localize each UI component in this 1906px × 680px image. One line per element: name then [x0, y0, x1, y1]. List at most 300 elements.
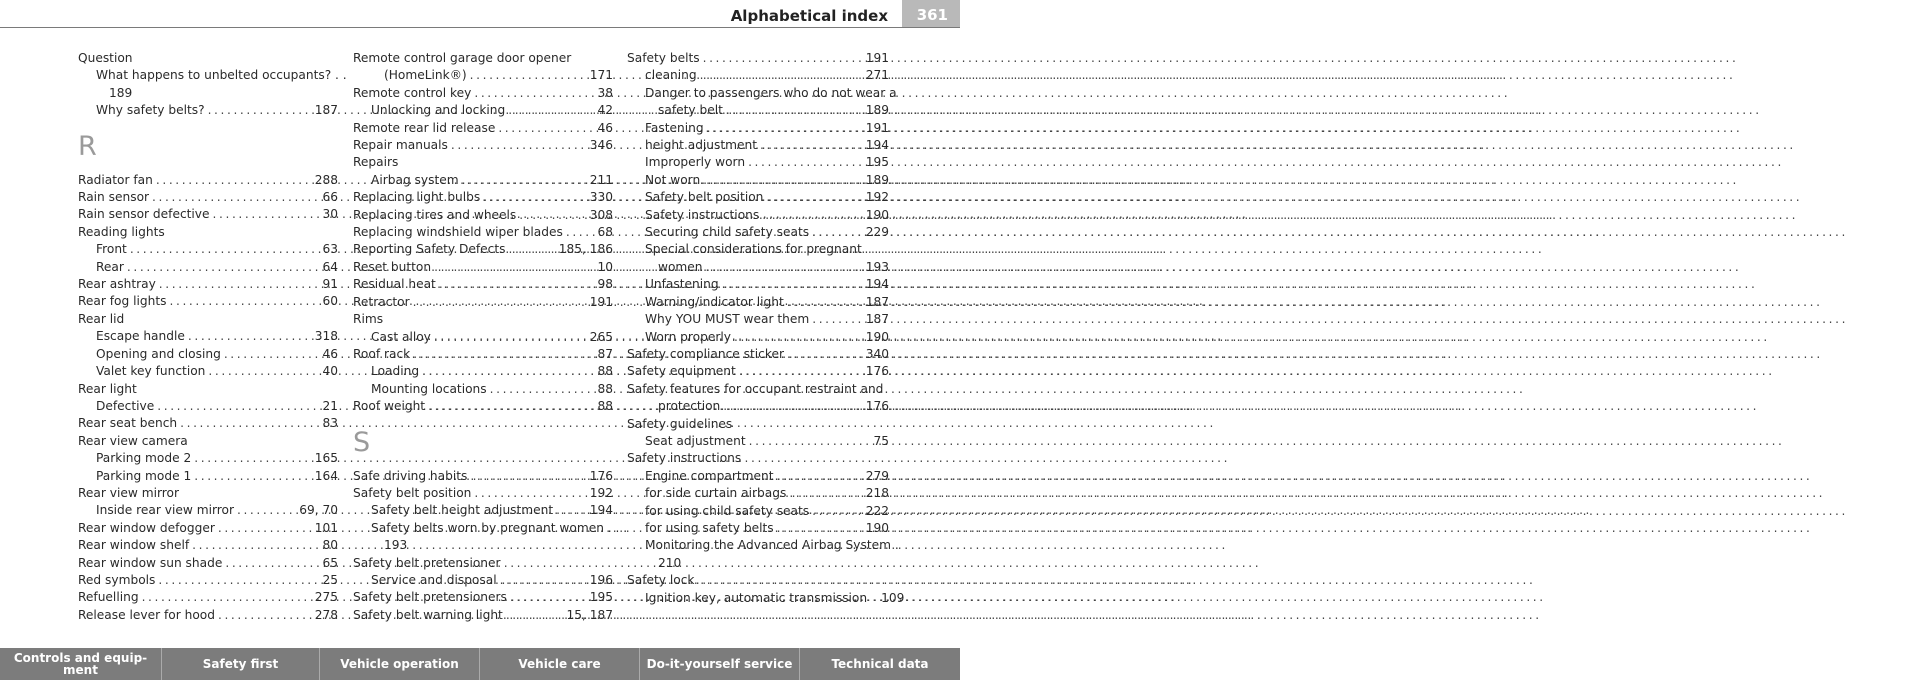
dot-leader: [474, 85, 594, 102]
index-subentry[interactable]: [627, 224, 889, 241]
index-subentry[interactable]: [353, 329, 613, 346]
index-subentry[interactable]: [627, 102, 889, 119]
page-ref[interactable]: 340: [865, 346, 889, 361]
tab-vehicle-operation[interactable]: Vehicle operation: [320, 648, 480, 680]
index-subentry[interactable]: [353, 102, 613, 119]
dot-leader: [707, 120, 863, 137]
page-header: [0, 0, 960, 30]
chapter-tab-bar: [0, 648, 960, 680]
page-ref[interactable]: 192: [865, 190, 889, 205]
entry-label: Unlocking and locking: [371, 103, 506, 118]
index-entry[interactable]: [78, 555, 338, 572]
entry-label: Red symbols: [78, 572, 156, 587]
index-subentry[interactable]: [627, 398, 889, 415]
page-ref[interactable]: 194: [589, 503, 613, 518]
index-entry[interactable]: [627, 50, 889, 67]
entry-label: Rear fog lights: [78, 294, 167, 309]
page-ref[interactable]: 46: [322, 346, 338, 361]
entry-label: Reporting Safety Defects: [353, 242, 506, 257]
dot-leader: [208, 363, 319, 380]
dot-leader: [556, 502, 587, 519]
tab-controls-and-equipment[interactable]: Controls and equip- ment: [0, 648, 162, 680]
page-ref[interactable]: 38: [597, 85, 613, 100]
index-entry[interactable]: [353, 189, 613, 206]
dot-leader: [188, 328, 312, 345]
index-entry[interactable]: [353, 468, 613, 485]
entry-label: Not worn: [645, 172, 701, 187]
dot-leader: [483, 189, 586, 206]
index-subentry[interactable]: [353, 381, 613, 398]
page-ref[interactable]: 191: [865, 120, 889, 135]
index-heading: Rims: [353, 312, 384, 327]
entry-label: Rear seat bench: [78, 416, 178, 431]
entry-label: for using child safety seats: [645, 503, 810, 518]
page-ref[interactable]: 191: [865, 51, 889, 65]
index-subentry[interactable]: [627, 137, 889, 154]
entry-label: Replacing tires and wheels: [353, 207, 517, 222]
page-ref[interactable]: 65: [322, 555, 338, 570]
dot-leader: [700, 67, 863, 84]
index-entry[interactable]: [353, 120, 613, 137]
dot-leader: [218, 520, 312, 537]
page-ref[interactable]: 60: [322, 294, 338, 309]
page-ref[interactable]: 25: [322, 572, 338, 587]
page-ref[interactable]: 195: [589, 590, 613, 605]
page-ref[interactable]: 64: [322, 259, 338, 274]
entry-label: Safety belt position: [645, 190, 764, 205]
index-entry[interactable]: [78, 293, 338, 310]
index-subentry[interactable]: [627, 207, 889, 224]
page-ref[interactable]: 308: [589, 207, 613, 222]
dot-leader: [194, 450, 311, 467]
page-ref[interactable]: 101: [314, 520, 338, 535]
page-ref[interactable]: 194: [865, 277, 889, 292]
index-entry[interactable]: [353, 589, 613, 606]
index-heading: Repairs: [353, 155, 399, 170]
dot-leader: [812, 311, 863, 328]
page-ref[interactable]: 187: [865, 312, 889, 327]
page-number: 361: [916, 6, 948, 24]
index-entry[interactable]: [353, 485, 613, 502]
index-subentry[interactable]: [627, 154, 889, 171]
entry-label: Rear window shelf: [78, 538, 190, 553]
entry-label: Improperly worn: [645, 155, 746, 170]
entry-label: Rain sensor: [78, 190, 150, 205]
entry-label: Cast alloy: [371, 329, 431, 344]
page-ref[interactable]: 318: [314, 329, 338, 344]
dot-leader: [506, 607, 564, 624]
page-ref[interactable]: 88: [597, 364, 613, 379]
index-subentry[interactable]: [78, 328, 338, 345]
dot-leader: [142, 589, 312, 606]
page-ref[interactable]: 218: [865, 486, 889, 501]
entry-label: for using safety belts: [645, 520, 774, 535]
section-letter: S: [353, 426, 371, 458]
entry-label: height adjustment: [645, 138, 758, 153]
index-subentry[interactable]: [627, 468, 889, 485]
index-subentry[interactable]: [78, 241, 338, 258]
dot-leader: [787, 346, 863, 363]
dot-leader: [726, 102, 863, 119]
entry-label: Service and disposal: [371, 572, 497, 587]
index-heading: Danger to passengers who do not wear a: [645, 85, 897, 100]
dot-leader: [490, 381, 595, 398]
page-ref[interactable]: 193: [865, 259, 889, 274]
entry-label: Reset button: [353, 259, 432, 274]
dot-leader: [519, 207, 586, 224]
index-subentry[interactable]: [78, 502, 338, 519]
page-ref[interactable]: 83: [322, 416, 338, 431]
index-entry[interactable]: [78, 537, 338, 554]
entry-label: Roof weight: [353, 399, 426, 414]
page-ref[interactable]: 330: [589, 190, 613, 205]
dot-leader: [706, 259, 863, 276]
dot-leader: [428, 398, 594, 415]
page-ref[interactable]: 271: [865, 68, 889, 83]
dot-leader: [439, 276, 595, 293]
dot-leader: [748, 154, 863, 171]
page-ref[interactable]: 176: [865, 364, 889, 379]
page-ref[interactable]: 15, 187: [566, 607, 613, 622]
index-subentry[interactable]: [627, 503, 889, 520]
entry-label: Safe driving habits: [353, 468, 468, 483]
index-column-2: [353, 50, 628, 624]
page-ref[interactable]: 189: [865, 172, 889, 187]
index-entry[interactable]: [353, 276, 613, 293]
dot-leader: [130, 241, 320, 258]
page-ref[interactable]: 279: [865, 468, 889, 483]
entry-label: Safety instructions: [645, 207, 760, 222]
dot-leader: [812, 224, 863, 241]
dot-leader: [224, 346, 320, 363]
entry-label: Defective: [96, 398, 155, 413]
index-entry[interactable]: [353, 241, 613, 258]
entry-label: Parking mode 2: [96, 451, 192, 466]
dot-leader: [760, 137, 863, 154]
dot-leader: [734, 329, 863, 346]
index-heading: Rear view mirror: [78, 485, 179, 500]
dot-leader: [508, 102, 594, 119]
dot-leader: [566, 224, 595, 241]
index-entry[interactable]: [627, 346, 889, 363]
page-ref[interactable]: 278: [314, 607, 338, 622]
page-ref[interactable]: 10: [597, 259, 613, 274]
page-ref[interactable]: 30: [322, 207, 338, 222]
index-subentry[interactable]: [78, 102, 338, 119]
index-entry[interactable]: [353, 398, 613, 415]
page-ref[interactable]: 211: [589, 172, 613, 187]
section-letter: R: [78, 130, 97, 162]
entry-label: Safety belt warning light: [353, 607, 503, 622]
entry-label: Airbag system: [371, 172, 459, 187]
entry-label: Rear: [96, 259, 124, 274]
index-subentry[interactable]: [627, 189, 889, 206]
index-subentry[interactable]: [353, 172, 613, 189]
dot-leader: [474, 485, 586, 502]
dot-leader: [510, 589, 587, 606]
dot-leader: [470, 67, 587, 84]
dot-leader: [451, 137, 587, 154]
index-subentry[interactable]: [78, 363, 338, 380]
dot-leader: [218, 607, 312, 624]
entry-label: Safety belt pretensioners: [353, 590, 507, 605]
page-ref[interactable]: 165: [314, 451, 338, 466]
index-subentry[interactable]: [78, 468, 338, 485]
page-ref[interactable]: 80: [322, 538, 338, 553]
entry-label: Worn properly: [645, 329, 731, 344]
dot-leader: [237, 502, 296, 519]
dot-leader: [462, 172, 587, 189]
page-ref[interactable]: 164: [314, 468, 338, 483]
dot-leader: [158, 572, 319, 589]
tab-technical-data[interactable]: Technical data: [831, 657, 929, 671]
page-ref[interactable]: 176: [865, 399, 889, 414]
index-subentry[interactable]: [627, 311, 889, 328]
dot-leader: [157, 398, 319, 415]
page-ref[interactable]: 191: [589, 294, 613, 309]
dot-leader: [159, 276, 320, 293]
index-entry[interactable]: [78, 607, 338, 624]
index-subentry[interactable]: [627, 590, 905, 607]
page-ref[interactable]: 265: [589, 329, 613, 344]
entry-label: Rear ashtray: [78, 277, 156, 292]
index-heading: Safety features for occupant restraint and: [627, 381, 884, 396]
index-subentry[interactable]: [353, 363, 613, 380]
entry-label: Remote rear lid release: [353, 120, 496, 135]
page-ref[interactable]: 109: [881, 590, 905, 605]
page-ref[interactable]: 176: [589, 468, 613, 483]
page-ref[interactable]: 69, 70: [299, 503, 338, 518]
index-entry[interactable]: [353, 85, 613, 102]
index-subentry[interactable]: [627, 276, 889, 293]
entry-label: Inside rear view mirror: [96, 503, 234, 518]
entry-label: Remote control key: [353, 85, 472, 100]
entry-label: Retractor: [353, 294, 410, 309]
index-entry[interactable]: [78, 189, 338, 206]
entry-label: Valet key function: [96, 364, 206, 379]
page-ref[interactable]: 66: [322, 190, 338, 205]
tab-safety-first[interactable]: Safety first: [162, 648, 320, 680]
entry-label: Safety compliance sticker: [627, 346, 785, 361]
entry-label: Safety belt position: [353, 485, 472, 500]
entry-label: Engine compartment: [645, 468, 774, 483]
dot-leader: [152, 189, 319, 206]
index-entry[interactable]: [78, 206, 338, 223]
index-subentry[interactable]: [353, 502, 613, 519]
entry-label: Front: [96, 242, 127, 257]
tab-do-it-yourself-service[interactable]: Do-it-yourself service: [640, 648, 800, 680]
dot-leader: [422, 363, 594, 380]
dot-leader: [180, 415, 319, 432]
dot-leader: [500, 572, 587, 589]
page-ref[interactable]: 190: [865, 207, 889, 222]
index-subentry: Safety belts worn by pregnant women . . .: [371, 520, 628, 535]
index-entry[interactable]: [78, 520, 338, 537]
index-subentry[interactable]: [78, 259, 338, 276]
page-ref[interactable]: 91: [322, 277, 338, 292]
page-ref[interactable]: 21: [322, 398, 338, 413]
dot-leader: [208, 102, 312, 119]
index-entry[interactable]: [353, 207, 613, 224]
dot-leader: [213, 206, 320, 223]
page-ref[interactable]: 195: [865, 155, 889, 170]
dot-leader: [413, 346, 594, 363]
index-subentry[interactable]: [78, 398, 338, 415]
entry-label: Rear window sun shade: [78, 555, 223, 570]
entry-label: Why YOU MUST wear them: [645, 312, 810, 327]
entry-label: Residual heat: [353, 277, 436, 292]
index-heading: Rear lid: [78, 311, 125, 326]
index-entry[interactable]: [78, 276, 338, 293]
entry-label: safety belt: [658, 103, 723, 118]
index-entry[interactable]: [627, 363, 889, 380]
entry-label: Safety belts: [627, 51, 700, 65]
entry-label: Repair manuals: [353, 138, 448, 153]
dot-leader: [508, 241, 555, 258]
index-entry[interactable]: [78, 172, 338, 189]
dot-leader: [723, 398, 862, 415]
index-entry[interactable]: [353, 607, 613, 624]
index-entry[interactable]: [353, 259, 613, 276]
entry-label: Rear window defogger: [78, 520, 215, 535]
entry-label: Parking mode 1: [96, 468, 192, 483]
index-entry[interactable]: [353, 294, 613, 311]
entry-label: Replacing light bulbs: [353, 190, 481, 205]
page-ref[interactable]: 275: [314, 590, 338, 605]
index-subentry[interactable]: [627, 259, 889, 276]
dot-leader: [789, 485, 862, 502]
dot-leader: [127, 259, 320, 276]
index-subentry[interactable]: [78, 450, 338, 467]
entry-label: for side curtain airbags: [645, 486, 787, 501]
entry-label: protection: [658, 399, 721, 414]
index-subentry[interactable]: [627, 485, 889, 502]
page-ref[interactable]: 40: [322, 364, 338, 379]
dot-leader: [749, 433, 871, 450]
index-subentry[interactable]: [627, 433, 889, 450]
page-ref[interactable]: 68: [597, 225, 613, 240]
index-subentry[interactable]: [627, 329, 889, 346]
page-ref[interactable]: 229: [865, 225, 889, 240]
index-heading: Safety instructions: [627, 451, 742, 466]
dot-leader: [703, 172, 863, 189]
index-entry[interactable]: [78, 415, 338, 432]
header-rule: [0, 27, 960, 28]
page-ref[interactable]: 171: [589, 68, 613, 83]
dot-leader: [762, 207, 863, 224]
index-subentry: 189: [109, 85, 133, 100]
index-subentry[interactable]: [627, 294, 889, 311]
page-ref[interactable]: 185, 186: [558, 242, 613, 257]
index-heading: Remote control garage door opener: [353, 51, 572, 65]
entry-label: Fastening: [645, 120, 704, 135]
page-ref[interactable]: 46: [597, 120, 613, 135]
page-title: Alphabetical index: [730, 7, 888, 25]
dot-leader: [434, 329, 587, 346]
page-ref[interactable]: 288: [314, 172, 338, 187]
entry-label: Ignition key, automatic transmission: [645, 590, 868, 605]
index-entry[interactable]: [353, 137, 613, 154]
entry-label: Replacing windshield wiper blades: [353, 225, 563, 240]
entry-label: Securing child safety seats: [645, 225, 810, 240]
index-column-1: [78, 50, 347, 624]
entry-label: Release lever for hood: [78, 607, 215, 622]
page-ref[interactable]: 190: [865, 329, 889, 344]
index-subentry[interactable]: [353, 572, 613, 589]
page-ref[interactable]: 190: [865, 520, 889, 535]
dot-leader: [434, 259, 594, 276]
index-subentry[interactable]: [627, 172, 889, 189]
index-subentry[interactable]: [627, 120, 889, 137]
index-heading: Safety guidelines: [627, 416, 733, 431]
dot-leader: [498, 120, 594, 137]
entry-label: Why safety belts?: [96, 103, 205, 118]
index-subentry: What happens to unbelted occupants? . .: [96, 68, 347, 83]
index-heading: Safety belt pretensioner: [353, 555, 501, 570]
entry-label: Unfastening: [645, 277, 719, 292]
entry-label: Mounting locations: [371, 381, 487, 396]
index-heading: Reading lights: [78, 224, 165, 239]
index-subentry[interactable]: [78, 346, 338, 363]
entry-label: Seat adjustment: [645, 433, 746, 448]
page-ref[interactable]: 187: [865, 294, 889, 309]
page-ref[interactable]: 63: [322, 242, 338, 257]
page-ref[interactable]: 42: [597, 103, 613, 118]
page-ref[interactable]: 196: [589, 572, 613, 587]
entry-label: Escape handle: [96, 329, 185, 344]
entry-label: Warning/indicator light: [645, 294, 784, 309]
entry-label: cleaning: [645, 68, 697, 83]
entry-label: Refuelling: [78, 590, 139, 605]
dot-leader: [812, 503, 863, 520]
index-heading: Question: [78, 51, 133, 65]
index-heading: Rear light: [78, 381, 137, 396]
page-ref[interactable]: 192: [589, 485, 613, 500]
page-ref[interactable]: 189: [865, 103, 889, 118]
index-subentry[interactable]: [627, 520, 889, 537]
page-ref[interactable]: 194: [865, 138, 889, 153]
index-entry[interactable]: [78, 589, 338, 606]
entry-label: Roof rack: [353, 346, 411, 361]
page-ref[interactable]: 75: [873, 433, 889, 448]
index-entry[interactable]: [78, 572, 338, 589]
index-subentry[interactable]: [353, 67, 613, 84]
index-subentry[interactable]: [627, 67, 889, 84]
page-ref[interactable]: 187: [314, 103, 338, 118]
index-heading: Rear view camera: [78, 433, 188, 448]
dot-leader: [413, 294, 587, 311]
page-ref[interactable]: 87: [597, 346, 613, 361]
page-ref[interactable]: 222: [865, 503, 889, 518]
page-ref[interactable]: 98: [597, 277, 613, 292]
dot-leader: [192, 537, 319, 554]
dot-leader: [225, 555, 319, 572]
entry-label: women: [658, 259, 703, 274]
entry-label: Safety belt height adjustment: [371, 503, 554, 518]
dot-leader: [777, 520, 863, 537]
page-ref[interactable]: 346: [589, 138, 613, 153]
page-ref[interactable]: 88: [597, 399, 613, 414]
dot-leader: [156, 172, 312, 189]
index-heading: Special considerations for pregnant: [645, 242, 862, 257]
dot-leader: [766, 189, 862, 206]
index-entry[interactable]: [353, 346, 613, 363]
index-entry[interactable]: [353, 224, 613, 241]
tab-vehicle-care[interactable]: Vehicle care: [480, 648, 640, 680]
index-subentry: Monitoring the Advanced Airbag System .: [645, 538, 899, 553]
dot-leader: [787, 294, 863, 311]
page-ref[interactable]: 88: [597, 381, 613, 396]
